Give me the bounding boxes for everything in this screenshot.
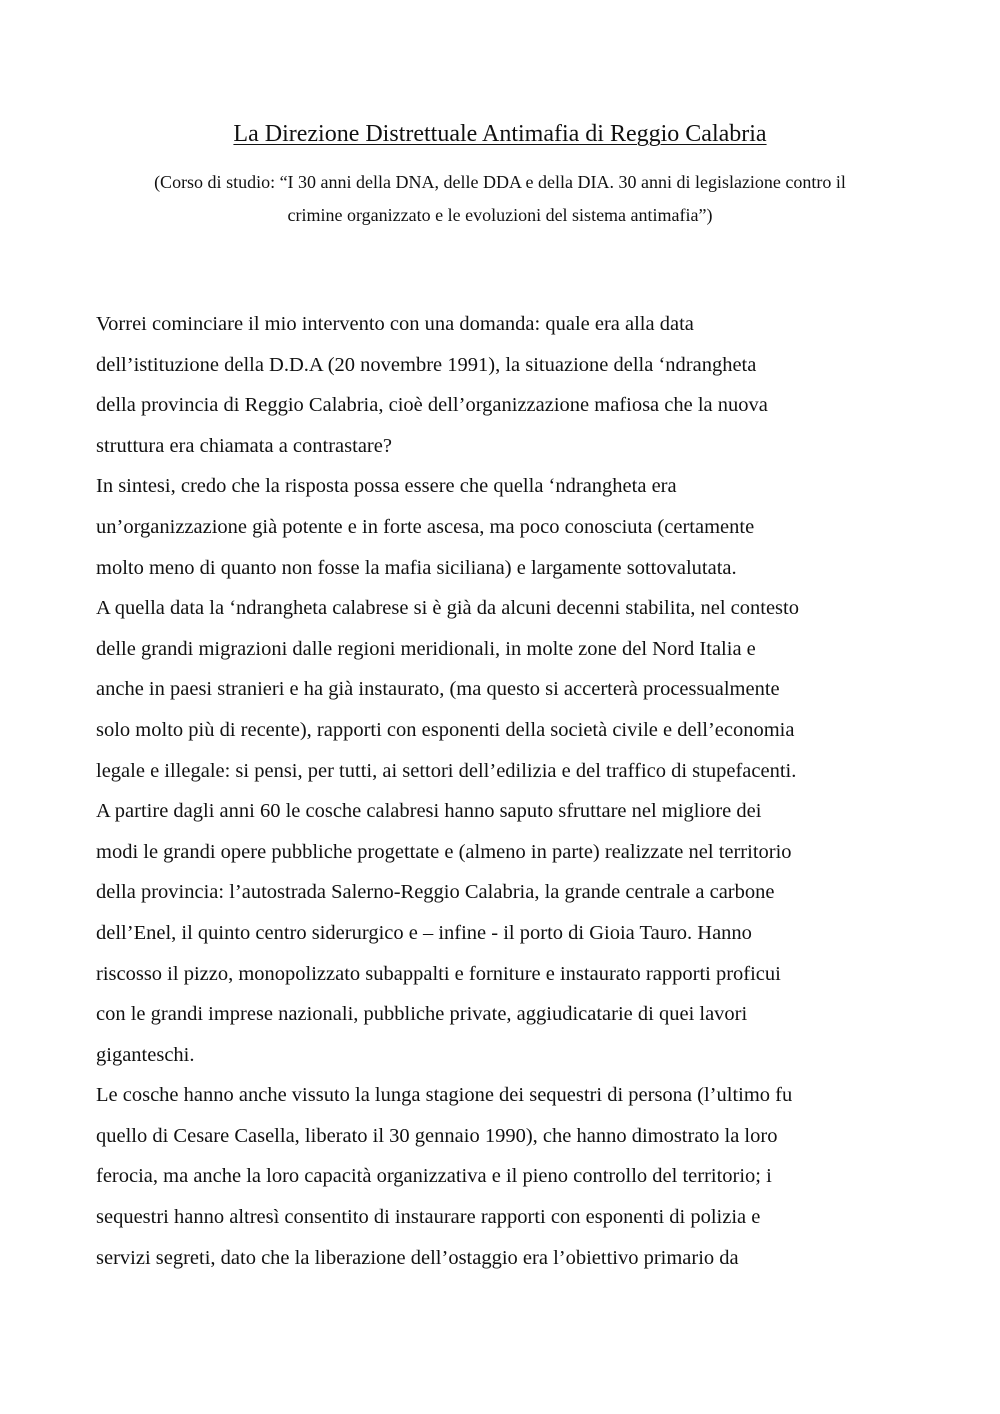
body-line: quello di Cesare Casella, liberato il 30 gennaio 1990), che hanno dimostrato la loro [96,1124,778,1147]
body-line: un’organizzazione già potente e in forte ascesa, ma poco conosciuta (certamente [96,515,755,538]
body-line: anche in paesi stranieri e ha già instaurato, (ma questo si accerterà processualmente [96,678,780,701]
body-line: In sintesi, credo che la risposta possa essere che quella ‘ndrangheta era [96,475,677,498]
body-line: servizi segreti, dato che la liberazione dell’ostaggio era l’obiettivo primario da [96,1246,739,1269]
body-line: modi le grandi opere pubbliche progettate e (almeno in parte) realizzate nel territorio [96,840,792,863]
body-line: struttura era chiamata a contrastare? [96,434,392,457]
body-line: con le grandi imprese nazionali, pubbliche private, aggiudicatarie di quei lavori [96,1003,748,1026]
body-line: Vorrei cominciare il mio intervento con una domanda: quale era alla data [96,313,694,335]
body-line: della provincia: l’autostrada Salerno-Reggio Calabria, la grande centrale a carbone [96,881,775,904]
subtitle-line: crimine organizzato e le evoluzioni del sistema antimafia”) [287,205,713,225]
body-line: A partire dagli anni 60 le cosche calabresi hanno saputo sfruttare nel migliore dei [96,800,762,823]
body-line: delle grandi migrazioni dalle regioni meridionali, in molte zone del Nord Italia e [96,637,756,660]
body-line: Le cosche hanno anche vissuto la lunga stagione dei sequestri di persona (l’ultimo fu [96,1084,793,1107]
body-line: solo molto più di recente), rapporti con esponenti della società civile e dell’economia [96,718,795,741]
subtitle-line: (Corso di studio: “I 30 anni della DNA, delle DDA e della DIA. 30 anni di legislazione contro il [154,172,846,192]
body-line: ferocia, ma anche la loro capacità organizzativa e il pieno controllo del territorio; i [96,1165,772,1188]
body-line: molto meno di quanto non fosse la mafia siciliana) e largamente sottovalutata. [96,556,737,579]
body-line: legale e illegale: si pensi, per tutti, ai settori dell’edilizia e del traffico di stupefacenti. [96,759,797,782]
document-title: La Direzione Distrettuale Antimafia di Reggio Calabria [233,121,767,147]
body-line: A quella data la ‘ndrangheta calabrese si è già da alcuni decenni stabilita, nel contesto [96,597,799,620]
document-subtitle [100,166,900,232]
body-line: giganteschi. [96,1043,195,1066]
body-line: dell’Enel, il quinto centro siderurgico e – infine - il porto di Gioia Tauro. Hanno [96,921,752,944]
body-line: dell’istituzione della D.D.A (20 novembre 1991), la situazione della ‘ndrangheta [96,353,757,376]
body-line: riscosso il pizzo, monopolizzato subappalti e forniture e instaurato rapporti proficui [96,962,781,985]
document-body [96,304,916,1278]
body-line: della provincia di Reggio Calabria, cioè dell’organizzazione mafiosa che la nuova [96,394,768,417]
body-line: sequestri hanno altresì consentito di instaurare rapporti con esponenti di polizia e [96,1206,761,1229]
